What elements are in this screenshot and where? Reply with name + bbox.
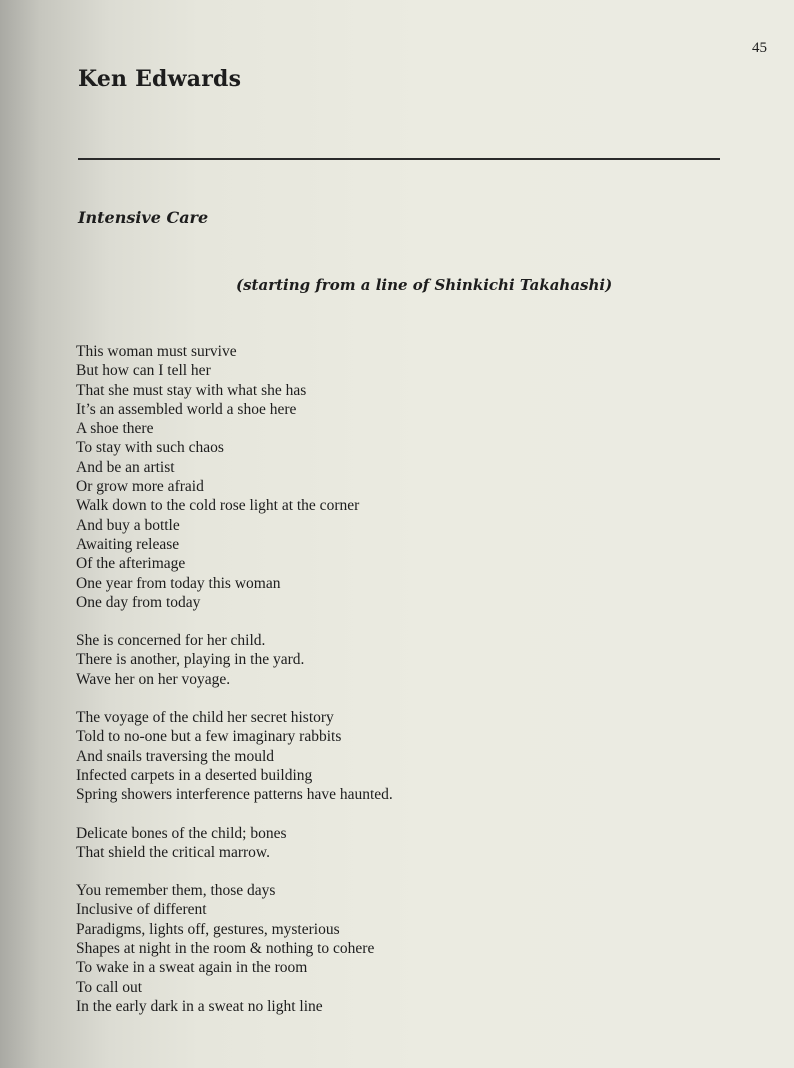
poem-line: That she must stay with what she has [76, 381, 307, 399]
poem-line: Infected carpets in a deserted building [76, 766, 313, 784]
poem-line: To wake in a sweat again in the room [76, 959, 308, 977]
poem-line: To stay with such chaos [76, 439, 224, 457]
stanza [76, 708, 716, 804]
poem-line: She is concerned for her child. [76, 632, 266, 650]
poem-line: And snails traversing the mould [76, 747, 275, 765]
poem-title: Intensive Care [78, 208, 209, 227]
poem-line: One day from today [76, 593, 201, 611]
poem-line: In the early dark in a sweat no light line [76, 997, 323, 1015]
poem-line: But how can I tell her [76, 362, 211, 380]
poem-line: It’s an assembled world a shoe here [76, 400, 297, 418]
poem-line: Awaiting release [76, 535, 180, 553]
poem-line: Spring showers interference patterns have haunted. [76, 786, 393, 804]
poem-line: Of the afterimage [76, 555, 186, 573]
poem-line: Shapes at night in the room & nothing to cohere [76, 940, 375, 958]
author-name: Ken Edwards [78, 66, 242, 92]
poem-line: Inclusive of different [76, 901, 207, 919]
divider-rule [78, 158, 720, 160]
poem-line: You remember them, those days [76, 882, 276, 900]
poem-line: This woman must survive [76, 343, 237, 360]
poem-line: That shield the critical marrow. [76, 843, 270, 861]
stanza [76, 824, 716, 863]
poem-epigraph: (starting from a line of Shinkichi Takahashi) [236, 276, 613, 294]
stanza [76, 631, 716, 689]
poem-line: One year from today this woman [76, 574, 281, 592]
poem-line: And be an artist [76, 458, 175, 476]
poem-body [76, 342, 716, 1035]
poem-line: Told to no-one but a few imaginary rabbits [76, 728, 342, 746]
poem-line: A shoe there [76, 420, 154, 438]
poem-line: To call out [76, 978, 143, 996]
poem-line: The voyage of the child her secret history [76, 709, 334, 727]
page-number: 45 [752, 40, 767, 56]
poem-line: And buy a bottle [76, 516, 180, 534]
poem-line: Or grow more afraid [76, 478, 204, 496]
poem-line: Walk down to the cold rose light at the corner [76, 497, 360, 515]
poem-line: Delicate bones of the child; bones [76, 824, 287, 842]
poem-line: Paradigms, lights off, gestures, mysterious [76, 920, 340, 938]
poem-line: There is another, playing in the yard. [76, 651, 305, 669]
stanza [76, 342, 716, 612]
stanza [76, 881, 716, 1016]
poem-line: Wave her on her voyage. [76, 670, 231, 688]
